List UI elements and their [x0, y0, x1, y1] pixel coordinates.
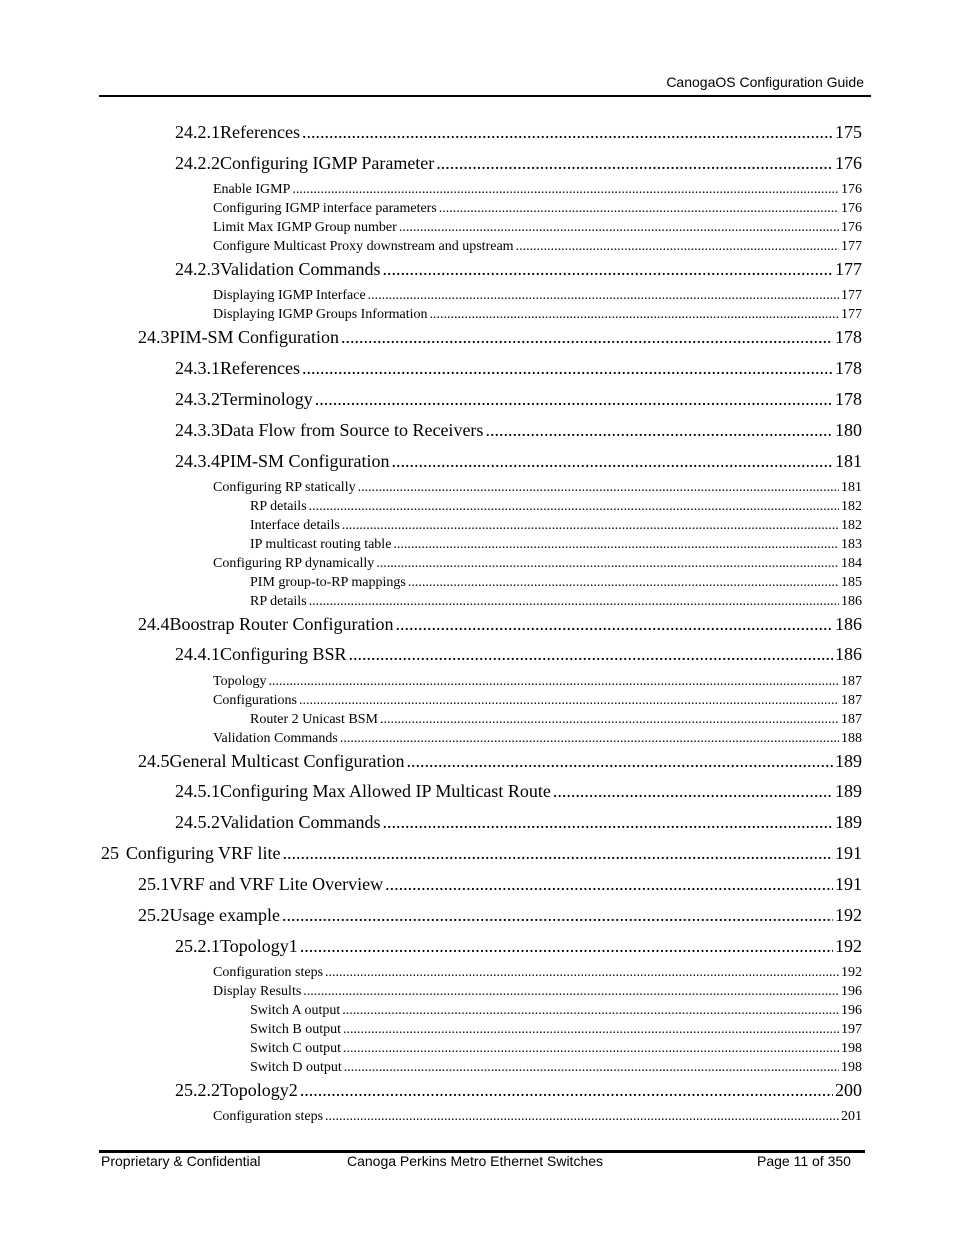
toc-entry-number: 24.3.4	[175, 451, 220, 471]
toc-dot-leader	[516, 238, 839, 256]
toc-dot-leader	[358, 479, 839, 497]
toc-entry-title: Configuring IGMP interface parameters	[213, 201, 437, 216]
toc-dot-leader	[408, 574, 839, 592]
toc-entry-page-number: 187	[841, 712, 862, 727]
toc-entry-title: PIM-SM Configuration	[169, 327, 340, 347]
toc-dot-leader	[368, 287, 839, 305]
toc-entry-title: Router 2 Unicast BSM	[250, 712, 378, 727]
toc-entry-title: Configuring BSR	[220, 644, 347, 664]
toc-entry-title: Configure Multicast Proxy downstream and upstream	[213, 239, 514, 254]
toc-entry-title: Topology1	[220, 936, 298, 956]
toc-dot-leader	[342, 1002, 839, 1020]
toc-entry-title: References	[220, 358, 300, 378]
toc-entry-number: 24.3	[138, 327, 170, 347]
toc-entry-page-number: 201	[841, 1109, 862, 1124]
toc-entry-page-number: 186	[835, 614, 862, 634]
toc-dot-leader	[376, 555, 839, 573]
toc-entry-page-number: 177	[835, 259, 862, 279]
toc-entry-title: Interface details	[250, 518, 340, 533]
toc-dot-leader	[344, 1059, 839, 1077]
toc-dot-leader	[395, 612, 833, 636]
toc-dot-leader	[268, 673, 839, 691]
toc-dot-leader	[302, 356, 833, 380]
toc-dot-leader	[485, 418, 833, 442]
footer-page-number: Page 11 of 350	[757, 1153, 851, 1169]
toc-dot-leader	[341, 325, 833, 349]
toc-entry-level-2[interactable]	[138, 903, 862, 927]
toc-dot-leader	[430, 306, 839, 324]
toc-entry-page-number: 178	[835, 389, 862, 409]
toc-dot-leader	[282, 903, 833, 927]
toc-dot-leader	[439, 200, 839, 218]
toc-entry-page-number: 177	[841, 307, 862, 322]
toc-entry-page-number: 187	[841, 693, 862, 708]
toc-entry-title: Limit Max IGMP Group number	[213, 220, 397, 235]
toc-entry-level-2[interactable]	[138, 872, 862, 896]
toc-entry-number: 25.2.2	[175, 1080, 220, 1100]
toc-dot-leader	[349, 642, 833, 666]
toc-entry-level-3[interactable]	[175, 151, 862, 175]
toc-dot-leader	[343, 1021, 839, 1039]
toc-entry-level-3[interactable]	[175, 934, 862, 958]
toc-entry-page-number: 186	[835, 644, 862, 664]
toc-entry-number: 24.3.2	[175, 389, 220, 409]
toc-dot-leader	[383, 810, 834, 834]
toc-entry-page-number: 192	[835, 936, 862, 956]
toc-entry-title: Enable IGMP	[213, 182, 291, 197]
toc-dot-leader	[303, 983, 839, 1001]
toc-entry-page-number: 197	[841, 1022, 862, 1037]
toc-entry-level-3[interactable]	[175, 779, 862, 803]
toc-entry-level-4[interactable]	[213, 200, 862, 218]
toc-entry-page-number: 177	[841, 288, 862, 303]
toc-entry-level-5[interactable]	[250, 574, 862, 592]
toc-entry-level-5[interactable]	[250, 1002, 862, 1020]
toc-entry-number: 25.1	[138, 874, 170, 894]
toc-entry-number: 24.2.2	[175, 153, 220, 173]
toc-entry-title: Switch C output	[250, 1041, 342, 1056]
toc-dot-leader	[383, 257, 834, 281]
toc-entry-title: RP details	[250, 499, 307, 514]
toc-entry-level-3[interactable]	[175, 356, 862, 380]
toc-entry-level-5[interactable]	[250, 1040, 862, 1058]
toc-entry-title: Configuration steps	[213, 1109, 324, 1124]
toc-entry-title: Validation Commands	[213, 731, 338, 746]
toc-entry-title: RP details	[250, 594, 307, 609]
toc-entry-level-4[interactable]	[213, 983, 862, 1001]
toc-entry-number: 24.2.3	[175, 259, 220, 279]
toc-entry-page-number: 180	[835, 420, 862, 440]
toc-entry-level-4[interactable]	[213, 479, 862, 497]
toc-entry-title: Topology	[213, 674, 267, 689]
toc-entry-page-number: 178	[835, 327, 862, 347]
toc-dot-leader	[315, 387, 833, 411]
toc-entry-number: 24.3.3	[175, 420, 220, 440]
toc-entry-level-5[interactable]	[250, 593, 862, 611]
toc-entry-number: 24.2.1	[175, 122, 220, 142]
footer-product-line: Canoga Perkins Metro Ethernet Switches	[347, 1153, 604, 1169]
toc-dot-leader	[393, 536, 839, 554]
toc-entry-page-number: 176	[835, 153, 862, 173]
toc-entry-level-2[interactable]	[138, 749, 862, 773]
toc-entry-level-5[interactable]	[250, 711, 862, 729]
toc-entry-title: General Multicast Configuration	[169, 751, 405, 771]
toc-entry-title: Configuring RP dynamically	[213, 556, 375, 571]
toc-dot-leader	[406, 749, 833, 773]
toc-entry-title: PIM group-to-RP mappings	[250, 575, 406, 590]
toc-entry-number: 25.2	[138, 905, 170, 925]
toc-dot-leader	[385, 872, 833, 896]
toc-entry-page-number: 183	[841, 537, 862, 552]
toc-entry-page-number: 188	[841, 731, 862, 746]
toc-entry-page-number: 192	[835, 905, 862, 925]
toc-entry-title: Topology2	[220, 1080, 298, 1100]
toc-entry-page-number: 186	[841, 594, 862, 609]
toc-entry-page-number: 191	[835, 874, 862, 894]
toc-dot-leader	[399, 219, 839, 237]
toc-entry-page-number: 177	[841, 239, 862, 254]
toc-entry-number: 24.5.2	[175, 812, 220, 832]
toc-entry-page-number: 191	[835, 843, 862, 863]
toc-entry-page-number: 176	[841, 182, 862, 197]
toc-dot-leader	[309, 593, 839, 611]
toc-entry-level-4[interactable]	[213, 730, 862, 748]
toc-dot-leader	[302, 120, 833, 144]
toc-entry-title: Configuring IGMP Parameter	[220, 153, 435, 173]
toc-entry-page-number: 175	[835, 122, 862, 142]
toc-entry-title: PIM-SM Configuration	[220, 451, 390, 471]
toc-entry-level-4[interactable]	[213, 964, 862, 982]
toc-entry-number: 24.3.1	[175, 358, 220, 378]
toc-entry-title: Switch D output	[250, 1060, 342, 1075]
toc-dot-leader	[325, 1108, 839, 1126]
toc-entry-level-3[interactable]	[175, 810, 862, 834]
toc-entry-number: 24.5.1	[175, 781, 220, 801]
toc-entry-title: VRF and VRF Lite Overview	[169, 874, 384, 894]
toc-entry-page-number: 198	[841, 1060, 862, 1075]
toc-entry-title: Terminology	[220, 389, 313, 409]
toc-dot-leader	[299, 692, 839, 710]
toc-entry-page-number: 181	[835, 451, 862, 471]
toc-entry-page-number: 181	[841, 480, 862, 495]
toc-dot-leader	[309, 498, 839, 516]
toc-entry-title: Configuration steps	[213, 965, 324, 980]
toc-entry-level-5[interactable]	[250, 536, 862, 554]
toc-entry-page-number: 187	[841, 674, 862, 689]
toc-entry-level-2[interactable]	[138, 612, 862, 636]
toc-dot-leader	[300, 934, 833, 958]
toc-entry-page-number: 198	[841, 1041, 862, 1056]
toc-entry-level-3[interactable]	[175, 387, 862, 411]
toc-dot-leader	[283, 841, 833, 865]
toc-entry-page-number: 176	[841, 201, 862, 216]
toc-entry-level-4[interactable]	[213, 219, 862, 237]
toc-entry-level-4[interactable]	[213, 306, 862, 324]
toc-entry-level-3[interactable]	[175, 642, 862, 666]
toc-entry-title: Switch B output	[250, 1022, 342, 1037]
toc-entry-title: Validation Commands	[220, 259, 381, 279]
toc-dot-leader	[325, 964, 839, 982]
toc-entry-page-number: 178	[835, 358, 862, 378]
toc-dot-leader	[300, 1078, 833, 1102]
toc-entry-page-number: 182	[841, 518, 862, 533]
toc-entry-level-4[interactable]	[213, 238, 862, 256]
toc-entry-number: 25.2.1	[175, 936, 220, 956]
toc-entry-page-number: 200	[835, 1080, 862, 1100]
toc-dot-leader	[392, 449, 833, 473]
toc-entry-title: Boostrap Router Configuration	[169, 614, 394, 634]
toc-entry-level-2[interactable]	[138, 325, 862, 349]
toc-entry-number: 25	[101, 843, 119, 863]
toc-entry-page-number: 185	[841, 575, 862, 590]
running-header-title: CanogaOS Configuration Guide	[666, 74, 864, 90]
toc-dot-leader	[340, 730, 839, 748]
toc-entry-page-number: 182	[841, 499, 862, 514]
toc-dot-leader	[343, 1040, 839, 1058]
toc-entry-level-4[interactable]	[213, 1108, 862, 1126]
toc-entry-level-4[interactable]	[213, 555, 862, 573]
toc-entry-page-number: 189	[835, 781, 862, 801]
toc-entry-level-4[interactable]	[213, 673, 862, 691]
toc-entry-title: Displaying IGMP Groups Information	[213, 307, 428, 322]
toc-dot-leader	[292, 181, 839, 199]
toc-entry-title: Configuring VRF lite	[125, 843, 281, 863]
toc-entry-page-number: 192	[841, 965, 862, 980]
toc-dot-leader	[342, 517, 839, 535]
toc-entry-page-number: 189	[835, 751, 862, 771]
toc-entry-title: IP multicast routing table	[250, 537, 392, 552]
toc-entry-level-4[interactable]	[213, 287, 862, 305]
toc-entry-title: References	[220, 122, 300, 142]
toc-entry-title: Configurations	[213, 693, 297, 708]
toc-entry-title: Switch A output	[250, 1003, 341, 1018]
toc-entry-page-number: 184	[841, 556, 862, 571]
toc-entry-title: Data Flow from Source to Receivers	[220, 420, 484, 440]
toc-entry-level-1[interactable]	[101, 841, 862, 865]
toc-entry-level-3[interactable]	[175, 418, 862, 442]
toc-entry-level-4[interactable]	[213, 181, 862, 199]
toc-entry-level-5[interactable]	[250, 498, 862, 516]
toc-entry-title: Display Results	[213, 984, 302, 999]
toc-entry-level-5[interactable]	[250, 517, 862, 535]
toc-entry-page-number: 176	[841, 220, 862, 235]
toc-entry-number: 24.5	[138, 751, 170, 771]
toc-entry-level-5[interactable]	[250, 1059, 862, 1077]
footer-confidentiality: Proprietary & Confidential	[101, 1153, 261, 1169]
toc-entry-level-4[interactable]	[213, 692, 862, 710]
toc-entry-page-number: 196	[841, 1003, 862, 1018]
toc-entry-number: 24.4	[138, 614, 170, 634]
toc-entry-title: Validation Commands	[220, 812, 381, 832]
toc-entry-level-3[interactable]	[175, 120, 862, 144]
toc-entry-level-3[interactable]	[175, 257, 862, 281]
toc-entry-level-3[interactable]	[175, 449, 862, 473]
toc-entry-page-number: 196	[841, 984, 862, 999]
toc-dot-leader	[380, 711, 839, 729]
toc-dot-leader	[436, 151, 833, 175]
toc-entry-title: Displaying IGMP Interface	[213, 288, 366, 303]
toc-entry-title: Usage example	[169, 905, 280, 925]
toc-entry-page-number: 189	[835, 812, 862, 832]
toc-entry-level-3[interactable]	[175, 1078, 862, 1102]
toc-dot-leader	[553, 779, 833, 803]
toc-entry-level-5[interactable]	[250, 1021, 862, 1039]
toc-entry-title: Configuring RP statically	[213, 480, 356, 495]
toc-entry-number: 24.4.1	[175, 644, 220, 664]
toc-entry-title: Configuring Max Allowed IP Multicast Route	[220, 781, 551, 801]
